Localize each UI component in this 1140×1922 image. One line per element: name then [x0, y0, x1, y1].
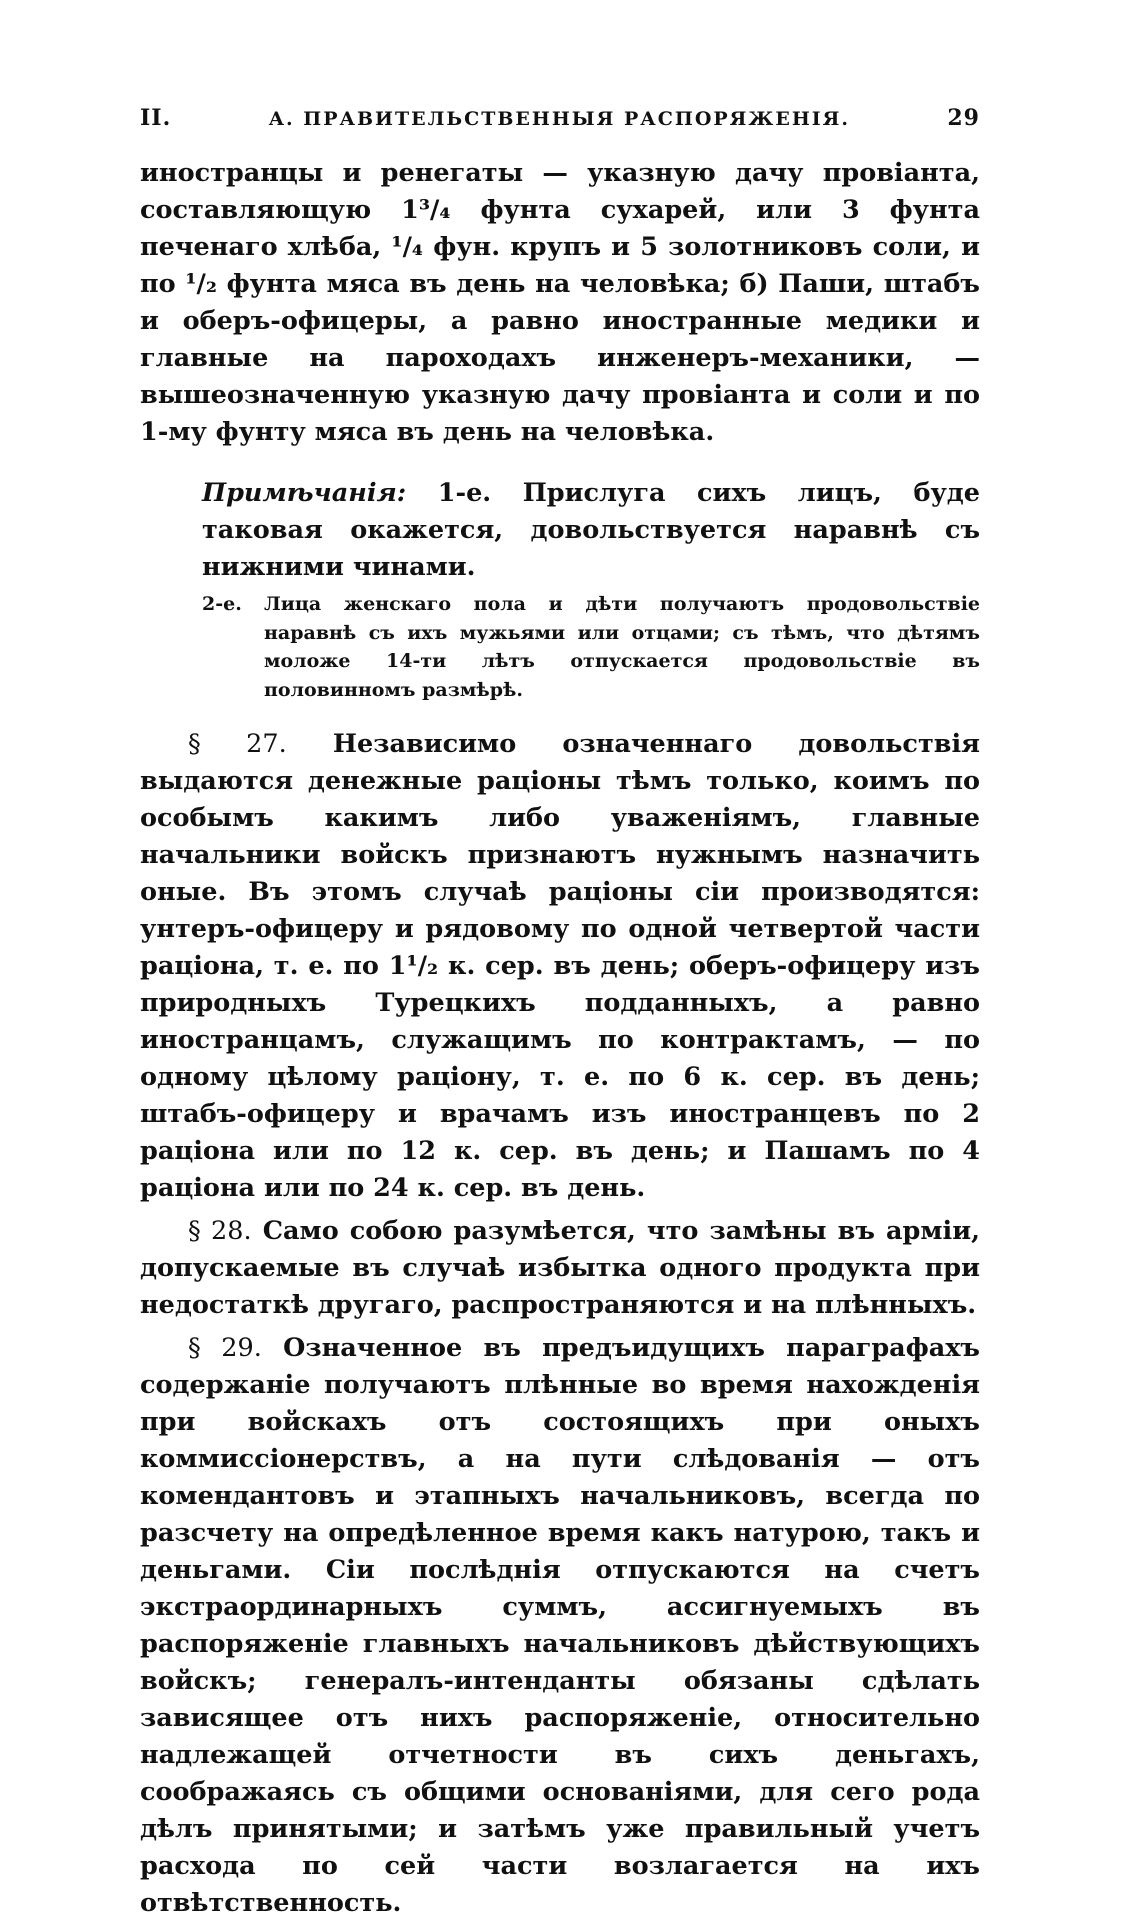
note-2-number: 2-е.: [202, 593, 242, 615]
note-1-text: 1-е. Прислуга сихъ лицъ, буде таковая окажется, довольствуется наравнѣ съ нижними чинами.: [202, 478, 980, 582]
section-27-mark: § 27.: [188, 729, 287, 759]
body-text: [140, 155, 980, 1922]
section-27: [140, 726, 980, 1207]
note-1: [202, 475, 980, 586]
section-28: [140, 1213, 980, 1324]
note-2: [202, 590, 980, 704]
section-28-mark: § 28.: [188, 1216, 252, 1246]
page: [140, 105, 980, 1922]
chapter-number: II.: [140, 105, 172, 131]
section-29-text: Означенное въ предъидущихъ параграфахъ содержаніе получаютъ плѣнные во время нахожденія при войскахъ отъ состоящихъ при оныхъ коммиссіонерствъ, а на пути слѣдованія — отъ комендантовъ и этапныхъ начальниковъ, всегда по разсчету на опредѣленное время какъ натурою, такъ и деньгами. Сіи послѣднія отпускаются на счетъ экстраординарныхъ суммъ, ассигнуемыхъ въ распоряженіе главныхъ начальниковъ дѣйствующихъ войскъ; генералъ-интенданты обязаны сдѣлать зависящее отъ нихъ распоряженіе, относительно надлежащей отчетности въ сихъ деньгахъ, соображаясь съ общими основаніями, для сего рода дѣлъ принятыми; и затѣмъ уже правильный учетъ расхода по сей части возлагается на ихъ отвѣтственность.: [140, 1333, 980, 1918]
page-number: 29: [947, 105, 980, 131]
paragraph-continuation: иностранцы и ренегаты — указную дачу провіанта, составляющую 1³/₄ фунта сухарей, или 3 фунта печенаго хлѣба, ¹/₄ фун. крупъ и 5 золотниковъ соли, и по ¹/₂ фунта мяса въ день на человѣка; б) Паши, штабъ и оберъ-офицеры, а равно иностранные медики и главные на пароходахъ инженеръ-механики, — вышеозначенную указную дачу провіанта и соли и по 1-му фунту мяса въ день на человѣка.: [140, 158, 980, 447]
running-head: [140, 105, 980, 131]
section-27-text: Независимо означеннаго довольствія выдаются денежные раціоны тѣмъ только, коимъ по особымъ какимъ либо уваженіямъ, главные начальники войскъ признаютъ нужнымъ назначить оные. Въ этомъ случаѣ раціоны сіи производятся: унтеръ-офицеру и рядовому по одной четвертой части раціона, т. е. по 1¹/₂ к. сер. въ день; оберъ-офицеру изъ природныхъ Турецкихъ подданныхъ, а равно иностранцамъ, служащимъ по контрактамъ, — по одному цѣлому раціону, т. е. по 6 к. сер. въ день; штабъ-офицеру и врачамъ изъ иностранцевъ по 2 раціона или по 12 к. сер. въ день; и Пашамъ по 4 раціона или по 24 к. сер. въ день.: [140, 729, 980, 1203]
section-28-text: Само собою разумѣется, что замѣны въ арміи, допускаемые въ случаѣ избытка одного продукта при недостаткѣ другаго, распространяются и на плѣнныхъ.: [140, 1216, 981, 1320]
note-2-text: Лица женскаго пола и дѣти получаютъ продовольствіе наравнѣ съ ихъ мужьями или отцами; съ тѣмъ, что дѣтямъ моложе 14-ти лѣтъ отпускается продовольствіе въ половинномъ размѣрѣ.: [264, 593, 980, 701]
running-title: А. ПРАВИТЕЛЬСТВЕННЫЯ РАСПОРЯЖЕНІЯ.: [268, 108, 851, 130]
section-29-mark: § 29.: [188, 1333, 262, 1363]
notes-block: [202, 475, 980, 704]
notes-lead: Примѣчанія:: [202, 478, 407, 508]
section-29: [140, 1330, 980, 1922]
